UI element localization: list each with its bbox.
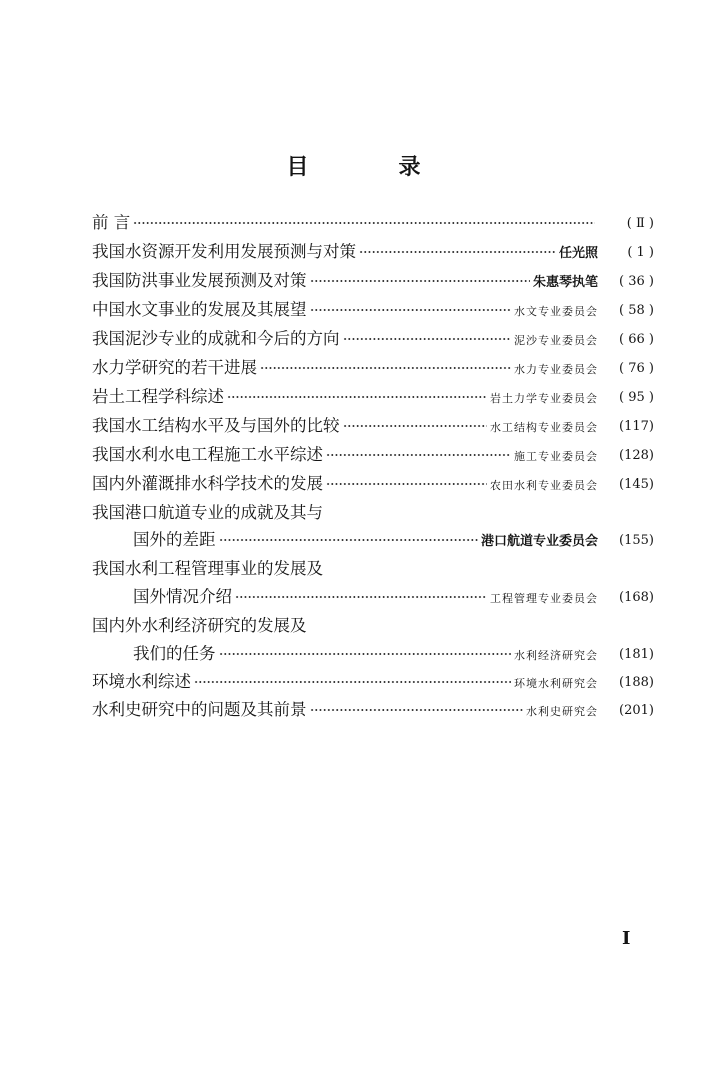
dot-leader xyxy=(227,393,487,401)
entry-title: 我国水工结构水平及与国外的比较 xyxy=(92,416,340,435)
entry-title: 中国水文事业的发展及其展望 xyxy=(92,300,307,319)
dot-leader xyxy=(310,706,524,714)
dot-leader xyxy=(219,650,512,658)
entry-author: 农田水利专业委员会 xyxy=(490,479,598,492)
entry-page: ( 76 ) xyxy=(619,361,654,376)
toc-entry-first-line[interactable] xyxy=(92,556,492,580)
toc-entry[interactable] xyxy=(92,442,654,466)
dot-leader xyxy=(343,422,488,430)
entry-page: ( Ⅱ ) xyxy=(626,216,654,231)
entry-title: 水利史研究中的问题及其前景 xyxy=(92,700,307,719)
toc-entry[interactable] xyxy=(133,527,654,551)
toc-entry[interactable] xyxy=(92,297,654,321)
dot-leader xyxy=(310,277,530,285)
entry-author: 港口航道专业委员会 xyxy=(480,534,598,549)
entry-author: 水文专业委员会 xyxy=(514,305,598,318)
dot-leader xyxy=(235,593,487,601)
dot-leader xyxy=(326,451,511,459)
entry-title: 岩土工程学科综述 xyxy=(92,387,224,406)
entry-page: (188) xyxy=(619,675,654,690)
toc-entry[interactable] xyxy=(133,641,654,665)
entry-author: 水力专业委员会 xyxy=(514,363,598,376)
entry-author: 环境水利研究会 xyxy=(514,677,598,690)
entry-author: 岩土力学专业委员会 xyxy=(490,392,598,405)
entry-page: ( 58 ) xyxy=(619,303,654,318)
entry-page: (128) xyxy=(619,448,654,463)
toc-entry[interactable] xyxy=(92,471,654,495)
dot-leader xyxy=(326,480,487,488)
entry-page: (145) xyxy=(619,477,654,492)
dot-leader xyxy=(219,536,478,544)
entry-page: ( 36 ) xyxy=(619,274,654,289)
entry-author: 水利经济研究会 xyxy=(514,649,598,662)
entry-page: (201) xyxy=(619,703,654,718)
entry-title: 前 言 xyxy=(92,213,131,232)
toc-entry[interactable] xyxy=(92,239,654,263)
toc-entry[interactable] xyxy=(92,268,654,292)
entry-author: 泥沙专业委员会 xyxy=(514,334,598,347)
toc-entry[interactable] xyxy=(92,355,654,379)
entry-title: 环境水利综述 xyxy=(92,672,191,691)
entry-title: 国外的差距 xyxy=(133,530,216,549)
page-number: I xyxy=(622,928,631,949)
entry-title: 我国防洪事业发展预测及对策 xyxy=(92,271,307,290)
entry-title: 我们的任务 xyxy=(133,644,216,663)
entry-page: (155) xyxy=(619,533,654,548)
entry-title: 我国港口航道专业的成就及其与 xyxy=(92,503,323,522)
entry-title: 水力学研究的若干进展 xyxy=(92,358,257,377)
dot-leader xyxy=(260,364,511,372)
toc-entry[interactable] xyxy=(92,413,654,437)
entry-author: 水工结构专业委员会 xyxy=(490,421,598,434)
toc-entry-first-line[interactable] xyxy=(92,500,492,524)
entry-title: 我国水资源开发利用发展预测与对策 xyxy=(92,242,356,261)
dot-leader xyxy=(194,678,511,686)
page-title: 目 录 xyxy=(286,154,455,180)
entry-page: (168) xyxy=(619,590,654,605)
toc-entry[interactable] xyxy=(92,697,654,721)
dot-leader xyxy=(310,306,512,314)
entry-title: 国外情况介绍 xyxy=(133,587,232,606)
toc-entry-first-line[interactable] xyxy=(92,613,492,637)
entry-title: 国内外水利经济研究的发展及 xyxy=(92,616,307,635)
entry-author: 朱惠琴执笔 xyxy=(532,275,598,290)
entry-title: 国内外灌溉排水科学技术的发展 xyxy=(92,474,323,493)
entry-page: ( 95 ) xyxy=(619,390,654,405)
entry-author: 施工专业委员会 xyxy=(514,450,598,463)
dot-leader xyxy=(359,248,556,256)
toc-entry[interactable] xyxy=(92,669,654,693)
entry-page: ( 66 ) xyxy=(619,332,654,347)
dot-leader xyxy=(133,219,595,227)
entry-page: ( 1 ) xyxy=(627,245,654,260)
entry-author: 工程管理专业委员会 xyxy=(490,592,598,605)
entry-author: 水利史研究会 xyxy=(526,705,598,718)
entry-title: 我国水利水电工程施工水平综述 xyxy=(92,445,323,464)
toc-entry[interactable] xyxy=(92,210,654,234)
entry-page: (117) xyxy=(619,419,654,434)
toc-entry[interactable] xyxy=(92,384,654,408)
entry-author: 任光照 xyxy=(558,246,598,261)
dot-leader xyxy=(343,335,512,343)
entry-page: (181) xyxy=(619,647,654,662)
entry-title: 我国泥沙专业的成就和今后的方向 xyxy=(92,329,340,348)
entry-title: 我国水利工程管理事业的发展及 xyxy=(92,559,323,578)
toc-entry[interactable] xyxy=(133,584,654,608)
toc-entry[interactable] xyxy=(92,326,654,350)
